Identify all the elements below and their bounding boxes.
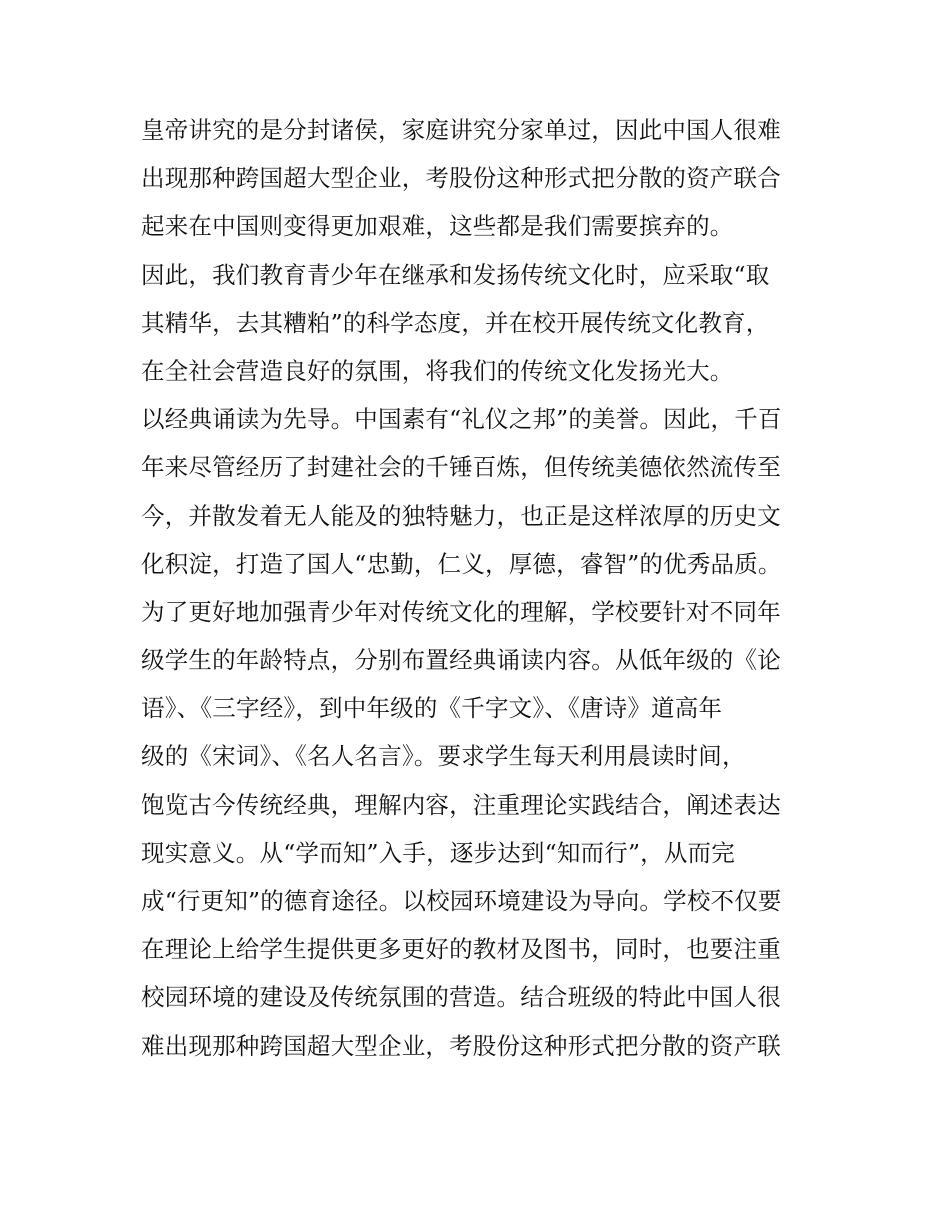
text-line: 在全社会营造良好的氛围，将我们的传统文化发扬光大。 [141, 356, 734, 385]
text-line: 成“行更知”的德育途径。以校园环境建设为导向。学校不仅要 [141, 887, 782, 915]
body-text [141, 106, 821, 1070]
text-line: 今，并散发着无人能及的独特魅力，也正是这样浓厚的历史文 [141, 501, 781, 530]
text-line: 在理论上给学生提供更多更好的教材及图书，同时，也要注重 [141, 935, 781, 964]
text-line: 年来尽管经历了封建社会的千锤百炼，但传统美德依然流传至 [141, 453, 781, 482]
text-line: 为了更好地加强青少年对传统文化的理解，学校要针对不同年 [141, 597, 781, 626]
text-line: 起来在中国则变得更加艰难，这些都是我们需要摈弃的。 [141, 212, 734, 241]
text-line: 现实意义。从“学而知”入手，逐步达到“知而行”，从而完 [141, 838, 735, 867]
text-line: 饱览古今传统经典，理解内容，注重理论实践结合，阐述表达 [141, 790, 781, 819]
text-line: 出现那种跨国超大型企业，考股份这种形式把分散的资产联合 [141, 164, 781, 193]
text-line: 因此，我们教育青少年在继承和发扬传统文化时，应采取“取 [141, 260, 770, 289]
text-line: 级学生的年龄特点，分别布置经典诵读内容。从低年级的《论 [141, 646, 781, 675]
text-line: 以经典诵读为先导。中国素有“礼仪之邦”的美誉。因此，千百 [141, 405, 782, 434]
text-line: 难出现那种跨国超大型企业，考股份这种形式把分散的资产联 [141, 1031, 781, 1060]
text-line: 级的《宋词》、《名人名言》。要求学生每天利用晨读时间， [141, 742, 746, 771]
text-line: 皇帝讲究的是分封诸侯，家庭讲究分家单过，因此中国人很难 [141, 116, 781, 144]
text-line: 其精华，去其糟粕”的科学态度，并在校开展传统文化教育， [141, 308, 770, 337]
text-line: 语》、《三字经》，到中年级的《千字文》、《唐诗》道高年 [141, 694, 723, 723]
text-line: 化积淀，打造了国人“忠勤，仁义，厚德，睿智”的优秀品质。 [141, 549, 782, 578]
text-line: 校园环境的建设及传统氛围的营造。结合班级的特此中国人很 [141, 983, 781, 1012]
